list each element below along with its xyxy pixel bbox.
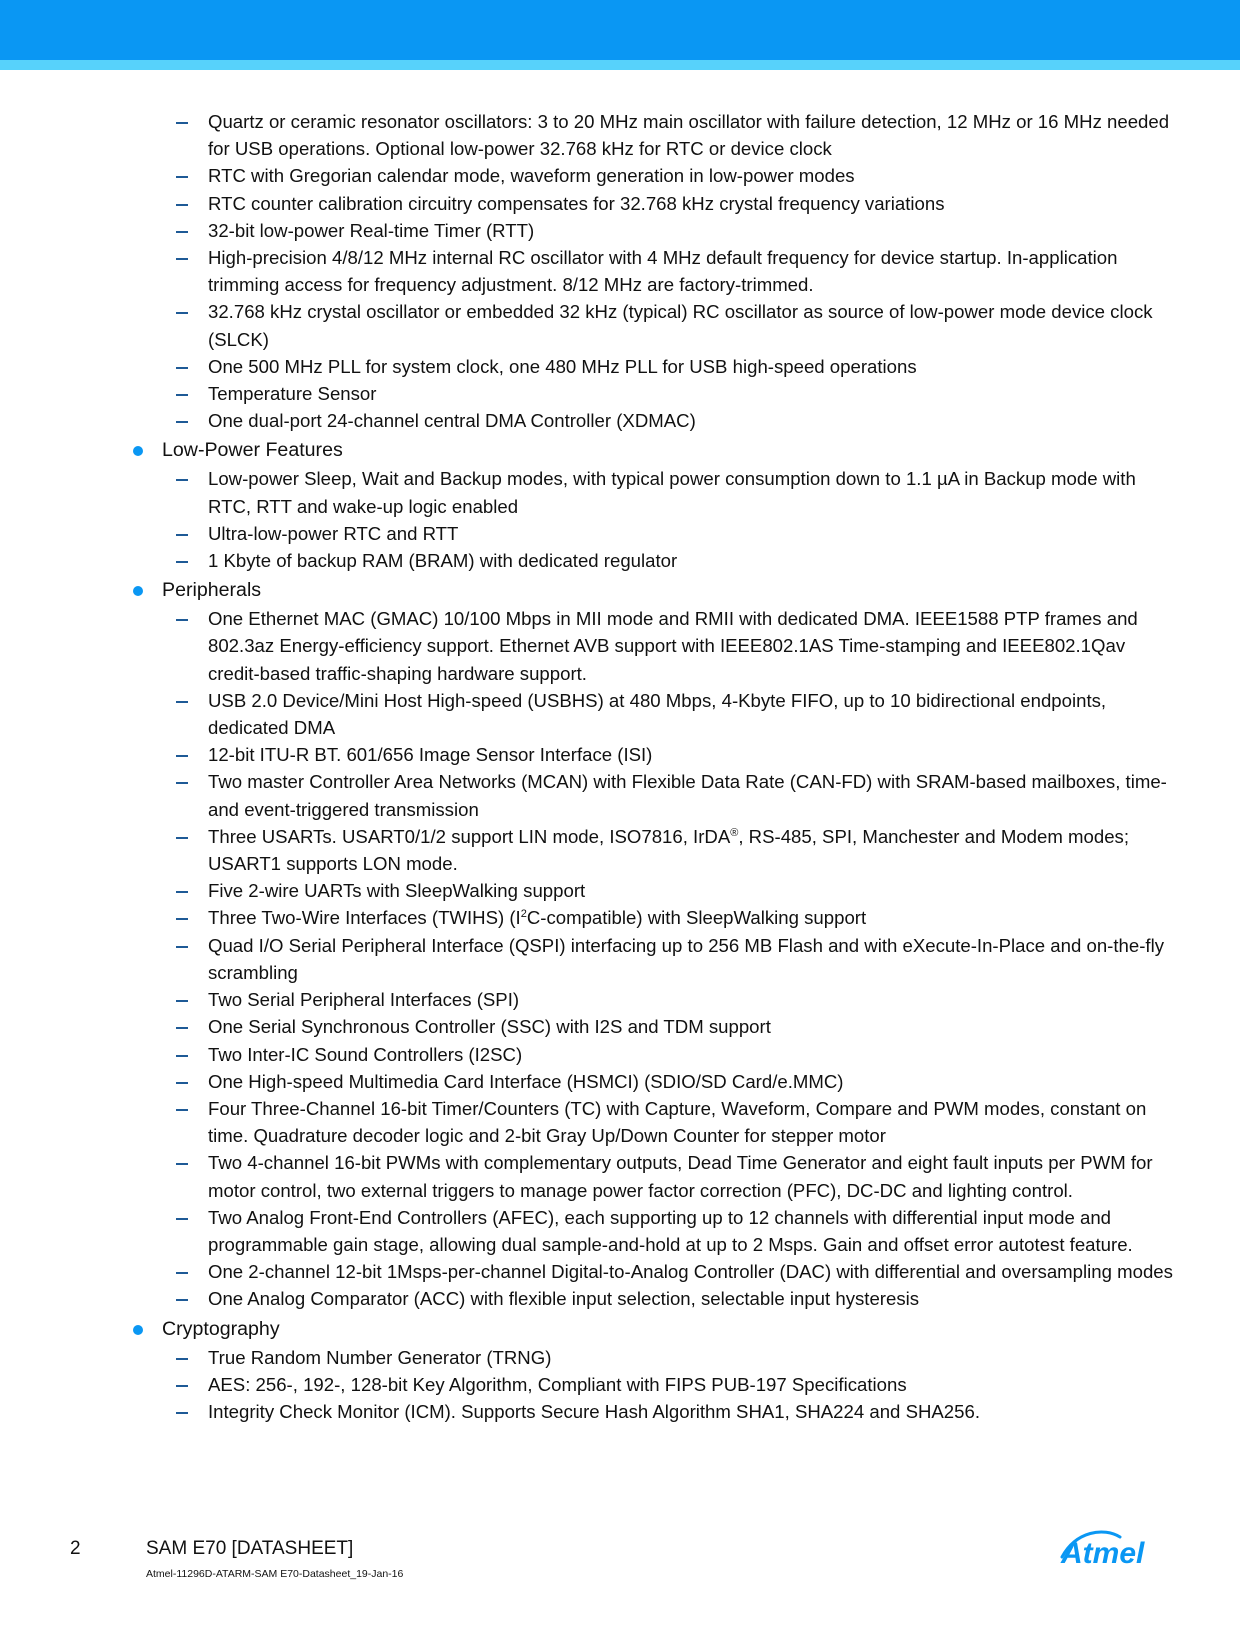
list-item: Two master Controller Area Networks (MCAN) with Flexible Data Rate (CAN-FD) with SRAM-based mailboxes, time- and event-triggered transmission [0, 768, 1240, 822]
dash-bullet-icon [176, 479, 188, 481]
dash-bullet-icon [176, 1027, 188, 1029]
round-bullet-icon [133, 586, 143, 596]
header-bar [0, 0, 1240, 60]
list-item: Two Analog Front-End Controllers (AFEC), each supporting up to 12 channels with differential input mode and programmable gain stage, allowing dual sample-and-hold at up to 2 Msps. Gain and offset error autotest feature. [0, 1204, 1240, 1258]
list-item: Integrity Check Monitor (ICM). Supports Secure Hash Algorithm SHA1, SHA224 and SHA256. [0, 1398, 1240, 1425]
dash-bullet-icon [176, 231, 188, 233]
list-item: Three Two-Wire Interfaces (TWIHS) $(I^2C-compatible)$ with SleepWalking support [0, 904, 1240, 931]
dash-bullet-icon [176, 534, 188, 536]
list-item: 12-bit ITU-R BT. 601/656 Image Sensor Interface (ISI) [0, 741, 1240, 768]
list-item: Ultra-low-power RTC and RTT [0, 520, 1240, 547]
atmel-logo [1058, 1527, 1170, 1567]
dash-bullet-icon [176, 204, 188, 206]
list-item: Five 2-wire UARTs with SleepWalking support [0, 877, 1240, 904]
dash-bullet-icon [176, 1000, 188, 1002]
dash-bullet-icon [176, 837, 188, 839]
list-item: AES: 256-, 192-, 128-bit Key Algorithm, Compliant with FIPS PUB-197 Specifications [0, 1371, 1240, 1398]
dash-bullet-icon [176, 1299, 188, 1301]
list-item: Four Three-Channel 16-bit Timer/Counters (TC) with Capture, Waveform, Compare and PWM modes, constant on time. Quadrature decoder logic and 2-bit Gray Up/Down Counter for stepper motor [0, 1095, 1240, 1149]
dash-bullet-icon [176, 946, 188, 948]
section-heading-low-power: Low-Power Features [0, 436, 1240, 465]
list-item: One Analog Comparator (ACC) with flexible input selection, selectable input hysteresis [0, 1285, 1240, 1312]
header-stripe [0, 60, 1240, 70]
document-id: Atmel-11296D-ATARM-SAM E70-Datasheet_19-Jan-16 [146, 1568, 404, 1580]
dash-bullet-icon [176, 394, 188, 396]
dash-bullet-icon [176, 1412, 188, 1414]
list-item: Two Serial Peripheral Interfaces (SPI) [0, 986, 1240, 1013]
list-item: 32.768 kHz crystal oscillator or embedded 32 kHz (typical) RC oscillator as source of low-power mode device clock (SLCK) [0, 298, 1240, 352]
dash-bullet-icon [176, 891, 188, 893]
list-item: One dual-port 24-channel central DMA Controller (XDMAC) [0, 407, 1240, 434]
list-item: Two 4-channel 16-bit PWMs with complementary outputs, Dead Time Generator and eight fault inputs per PWM for motor control, two external triggers to manage power factor correction (PFC), DC-DC and lighting control. [0, 1149, 1240, 1203]
list-item: Quartz or ceramic resonator oscillators: 3 to 20 MHz main oscillator with failure detection, 12 MHz or 16 MHz needed for USB operations. Optional low-power 32.768 kHz for RTC or device clock [0, 108, 1240, 162]
dash-bullet-icon [176, 312, 188, 314]
dash-bullet-icon [176, 1272, 188, 1274]
logo-text: Atmel [1061, 1537, 1145, 1567]
list-item: One Serial Synchronous Controller (SSC) with I2S and TDM support [0, 1013, 1240, 1040]
list-item: Three USARTs. USART0/1/2 support LIN mode, ISO7816, IrDA®, RS-485, SPI, Manchester and Modem modes; USART1 supports LON mode. [0, 823, 1240, 877]
section-heading-peripherals: Peripherals [0, 576, 1240, 605]
list-item: High-precision 4/8/12 MHz internal RC oscillator with 4 MHz default frequency for device startup. In-application trimming access for frequency adjustment. 8/12 MHz are factory-trimmed. [0, 244, 1240, 298]
dash-bullet-icon [176, 619, 188, 621]
list-item: Low-power Sleep, Wait and Backup modes, with typical power consumption down to 1.1 µA in Backup mode with RTC, RTT and wake-up logic enabled [0, 465, 1240, 519]
round-bullet-icon [133, 1325, 143, 1335]
dash-bullet-icon [176, 755, 188, 757]
dash-bullet-icon [176, 1163, 188, 1165]
list-item: 1 Kbyte of backup RAM (BRAM) with dedicated regulator [0, 547, 1240, 574]
dash-bullet-icon [176, 1358, 188, 1360]
feature-list [0, 108, 1240, 1425]
section-heading-cryptography: Cryptography [0, 1315, 1240, 1344]
dash-bullet-icon [176, 367, 188, 369]
list-item: One High-speed Multimedia Card Interface (HSMCI) (SDIO/SD Card/e.MMC) [0, 1068, 1240, 1095]
list-item: RTC counter calibration circuitry compensates for 32.768 kHz crystal frequency variations [0, 190, 1240, 217]
dash-bullet-icon [176, 122, 188, 124]
dash-bullet-icon [176, 1055, 188, 1057]
list-item: One 500 MHz PLL for system clock, one 480 MHz PLL for USB high-speed operations [0, 353, 1240, 380]
page-number: 2 [70, 1538, 81, 1559]
dash-bullet-icon [176, 701, 188, 703]
dash-bullet-icon [176, 918, 188, 920]
list-item: Quad I/O Serial Peripheral Interface (QSPI) interfacing up to 256 MB Flash and with eXecute-In-Place and on-the-fly scrambling [0, 932, 1240, 986]
dash-bullet-icon [176, 782, 188, 784]
round-bullet-icon [133, 446, 143, 456]
dash-bullet-icon [176, 258, 188, 260]
dash-bullet-icon [176, 1109, 188, 1111]
list-item: 32-bit low-power Real-time Timer (RTT) [0, 217, 1240, 244]
list-item: One Ethernet MAC (GMAC) 10/100 Mbps in MII mode and RMII with dedicated DMA. IEEE1588 PTP frames and 802.3az Energy-efficiency support. Ethernet AVB support with IEEE802.1AS Time-stamping and IEEE802.1Qav credit-based traffic-shaping hardware support. [0, 605, 1240, 687]
dash-bullet-icon [176, 1218, 188, 1220]
list-item: RTC with Gregorian calendar mode, waveform generation in low-power modes [0, 162, 1240, 189]
list-item: Temperature Sensor [0, 380, 1240, 407]
list-item: True Random Number Generator (TRNG) [0, 1344, 1240, 1371]
list-item: USB 2.0 Device/Mini Host High-speed (USBHS) at 480 Mbps, 4-Kbyte FIFO, up to 10 bidirectional endpoints, dedicated DMA [0, 687, 1240, 741]
list-item: Two Inter-IC Sound Controllers (I2SC) [0, 1041, 1240, 1068]
dash-bullet-icon [176, 1082, 188, 1084]
document-title: SAM E70 [DATASHEET] [146, 1538, 354, 1559]
dash-bullet-icon [176, 1385, 188, 1387]
dash-bullet-icon [176, 561, 188, 563]
list-item: One 2-channel 12-bit 1Msps-per-channel Digital-to-Analog Controller (DAC) with differential and oversampling modes [0, 1258, 1240, 1285]
dash-bullet-icon [176, 421, 188, 423]
dash-bullet-icon [176, 176, 188, 178]
